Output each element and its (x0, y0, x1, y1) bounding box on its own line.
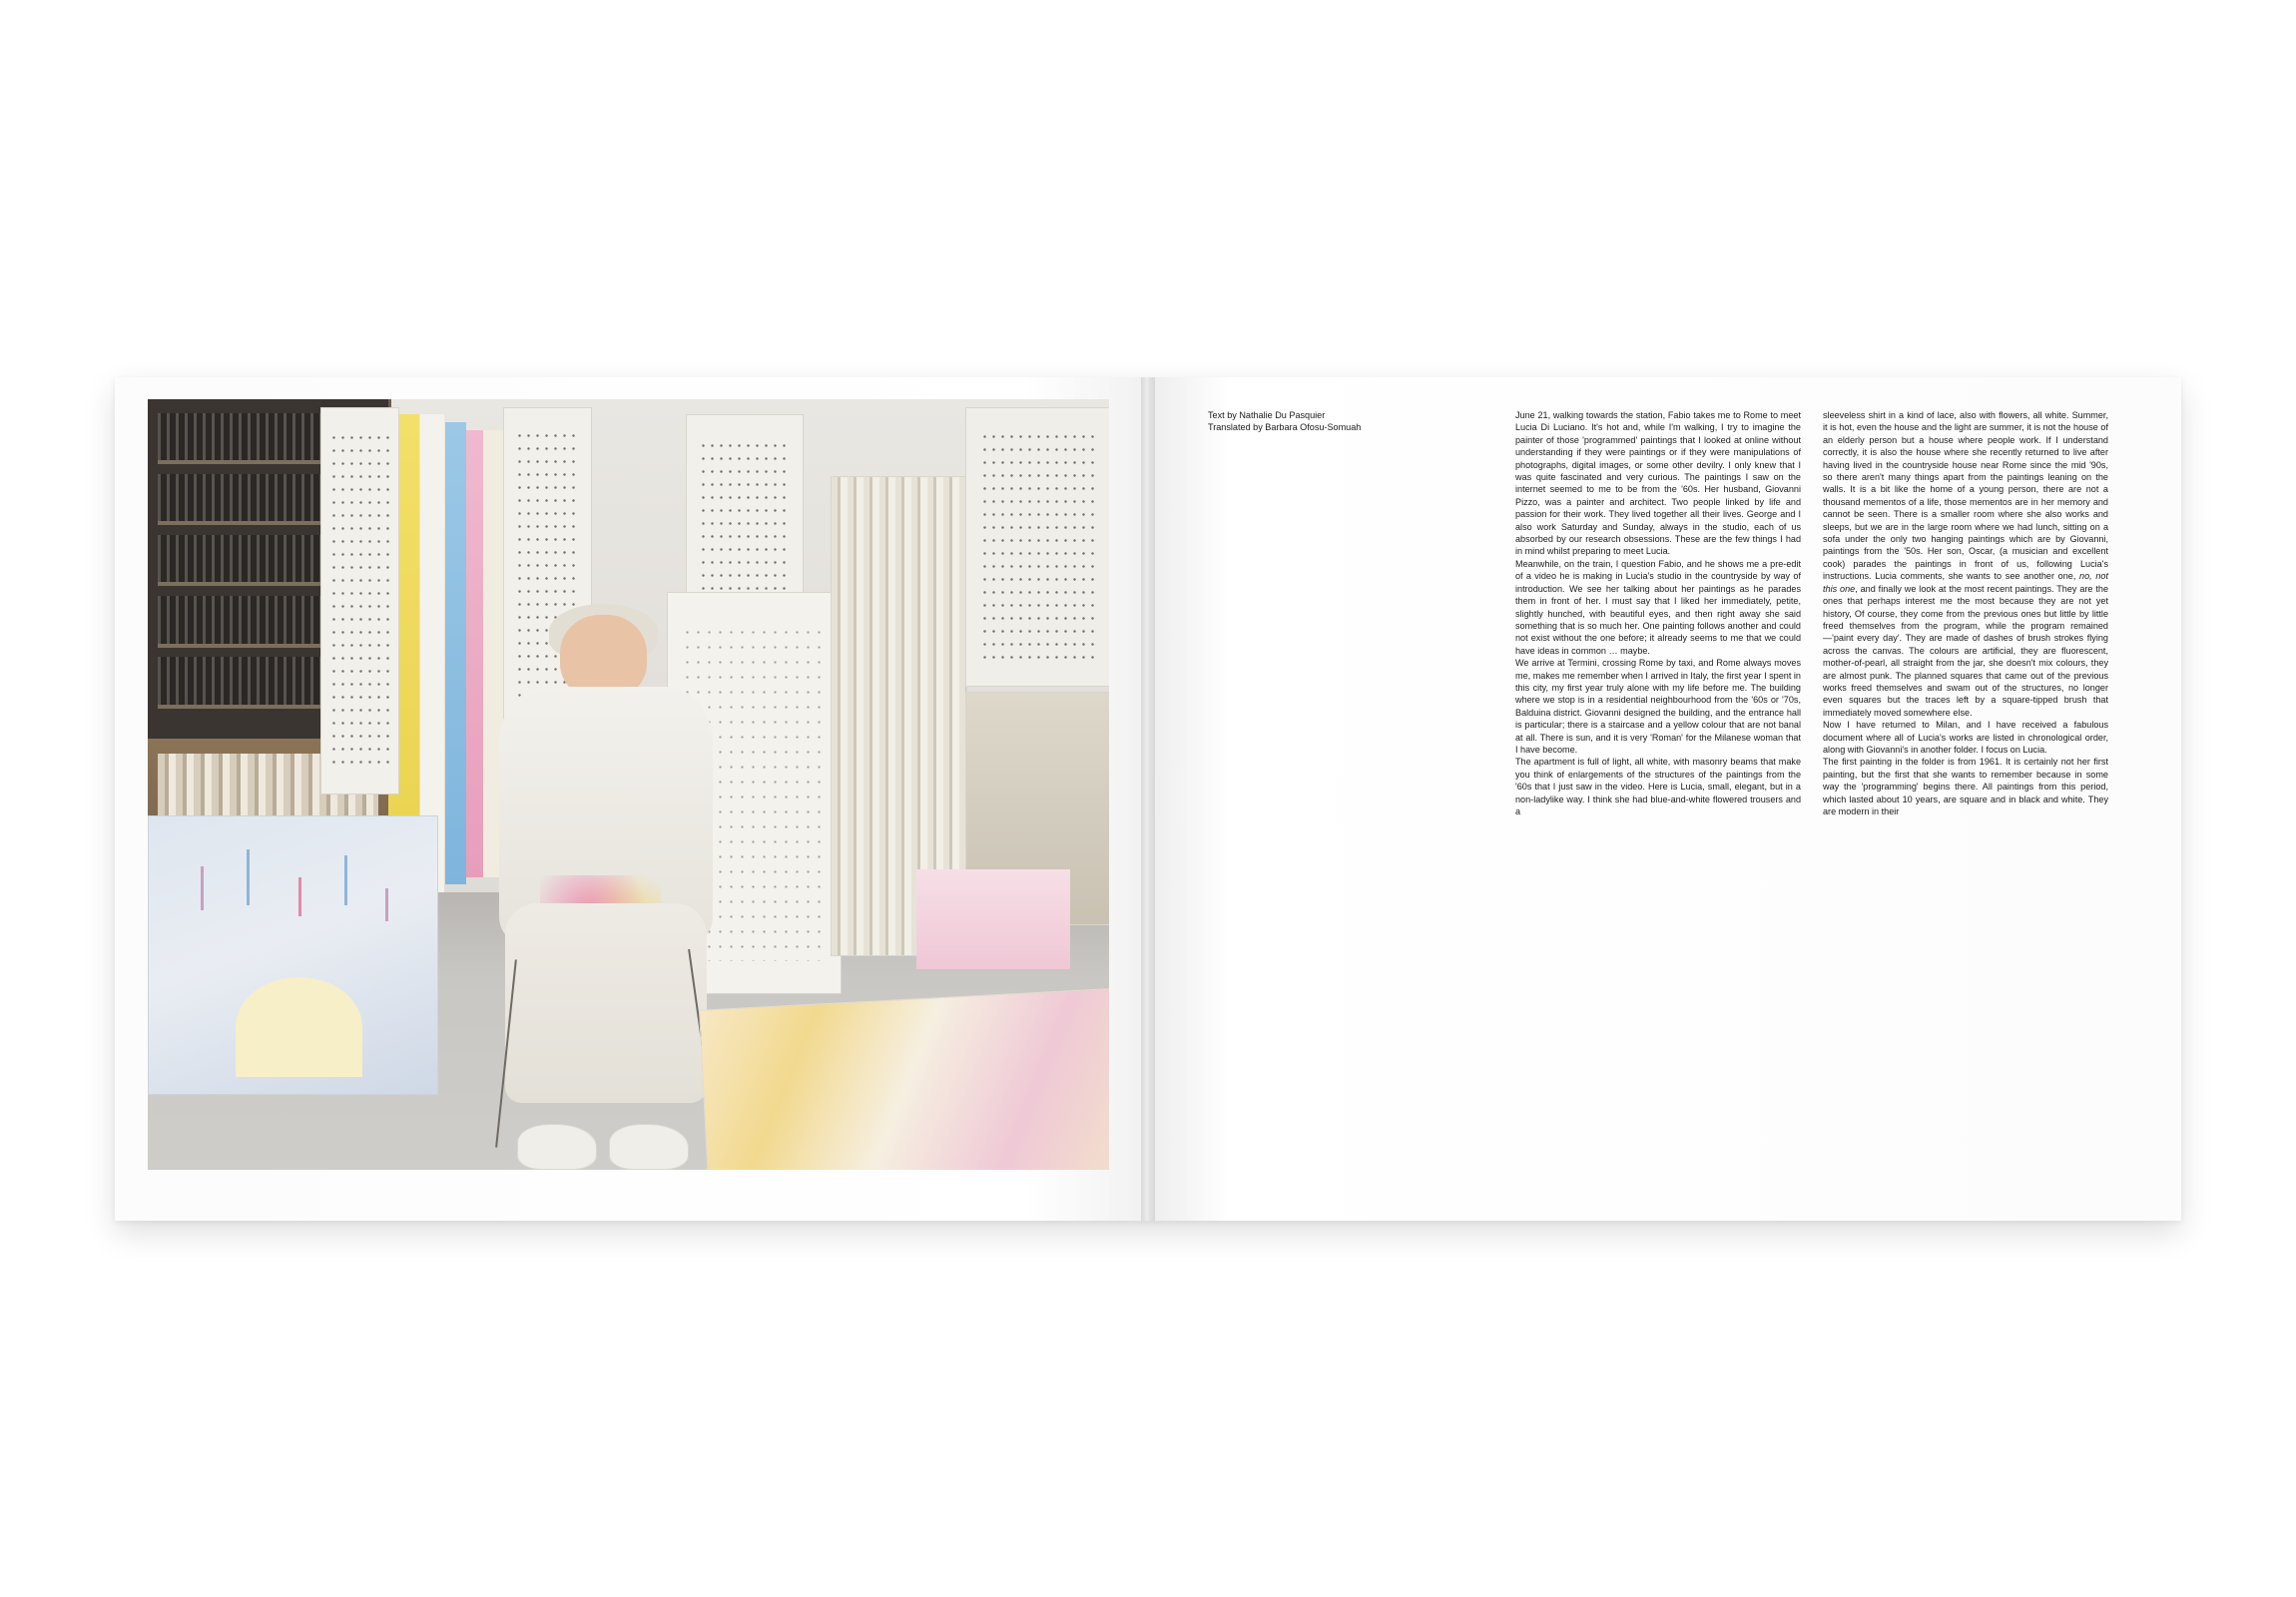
body-column-two (1823, 409, 2108, 1188)
credits-column (1208, 409, 1493, 1188)
photo-dotted-panel-left (320, 407, 399, 795)
translated-by-line: Translated by Barbara Ofosu-Somuah (1208, 422, 1362, 433)
text-block (1208, 409, 2121, 1188)
body-column-one-text: June 21, walking towards the station, Fabio takes me to Rome to meet Lucia Di Luciano. It's hot and, while I'm walking, I try to imagine the painter of those 'programmed' paintings that I looked at online without understanding if they were paintings or if they were manipulations of photographs, digital images, or some other devilry. I only knew that I was quite fascinated and very curious. The paintings I saw on the internet seemed to me to be from the '60s. Her husband, Giovanni Pizzo, was a painter and architect. Two people linked by life and passion for their work. They lived together all their lives. George and I also work Saturday and Sunday, always in the studio, each of us absorbed by our research obsessions. These are the few things I had in mind whilst preparing to meet Lucia. Meanwhile, on the train, I question Fabio, and he shows me a pre-edit of a video he is making in Lucia's studio in the countryside by way of introduction. We see her talking about her paintings as he parades them in front of her. I must say that I liked her immediately, petite, slightly hunched, with beautiful eyes, and then right away she said something that is so much her. One painting follows another and could not exist without the one before; it already seems to me that we could have ideas in common … maybe. We arrive at Termini, crossing Rome by taxi, and Rome always moves me, makes me remember when I arrived in Italy, the first year I spent in this city, my first year truly alone with my life before me. The building where we stop is in a residential neighbourhood from the '60s or '70s, Balduina district. Giovanni designed the building, and the entrance hall is particular; there is a staircase and a yellow colour that are not banal at all. There is sun, and it is very 'Roman' for the Milanese woman that I have become. The apartment is full of light, all white, with masonry beams that make you think of enlargements of the structures of the paintings from the '60s that I just saw in the video. Here is Lucia, small, elegant, but in a non-ladylike way. I think she had blue-and-white flowered trousers and a (1515, 410, 1801, 816)
photo-pink-painting (916, 869, 1070, 969)
studio-portrait-photograph (148, 399, 1109, 1170)
book-spread (115, 377, 2181, 1221)
photo-pastel-painting (148, 815, 438, 1095)
photo-grid-panel-far-right (965, 407, 1109, 687)
left-page (115, 377, 1148, 1221)
photo-foreground-painting (699, 987, 1109, 1170)
text-by-line: Text by Nathalie Du Pasquier (1208, 410, 1326, 420)
body-column-two-text: sleeveless shirt in a kind of lace, also with flowers, all white. Summer, it is hot, even the house and the light are summer, it is not the house of an elderly person but a house where people work. If I understand correctly, it is also the house where she recently returned to live after having lived in the countryside house near Rome since the mid '90s, so there aren't many things apart from the paintings leaning on the walls. It is a bit like the home of a young person, there are not a thousand mementos of a life, those mementos are in her memory and cannot be seen. There is a smaller room where she also works and sleeps, but we are in the large room where we had lunch, sitting on a sofa under the only two hanging paintings which are by Giovanni, paintings from the '50s. Her son, Oscar, (a musician and excellent cook) parades the paintings in front of us, following Lucia's instructions. Lucia comments, she wants to see another one, no, not this one, and finally we look at the most recent paintings. They are the ones that perhaps interest me the most because they are not yet history, Of course, they come from the previous ones but little by little freed themselves from the program, while the program remained—'paint every day'. They are made of dashes of brush strokes flying across the canvas. The colours are artificial, they are fluorescent, mother-of-pearl, all straight from the jar, she doesn't mix colours, they are almost punk. The planned squares that came out of the previous works freed themselves and swam out of the structures, no longer even squares but the traces left by a square-tipped brush that immediately moved somewhere else. Now I have returned to Milan, and I have received a fabulous document where all of Lucia's works are listed in chronological order, along with Giovanni's in another folder. I focus on Lucia. The first painting in the folder is from 1961. It is certainly not her first painting, but the first that she wants to remember because in some way the 'programming' begins there. All paintings from this period, which lasted about 10 years, are square and in black and white. They are modern in their (1823, 410, 2109, 816)
body-column-one (1515, 409, 1801, 1188)
photo-color-strip-blue (445, 422, 466, 884)
right-page (1148, 377, 2181, 1221)
